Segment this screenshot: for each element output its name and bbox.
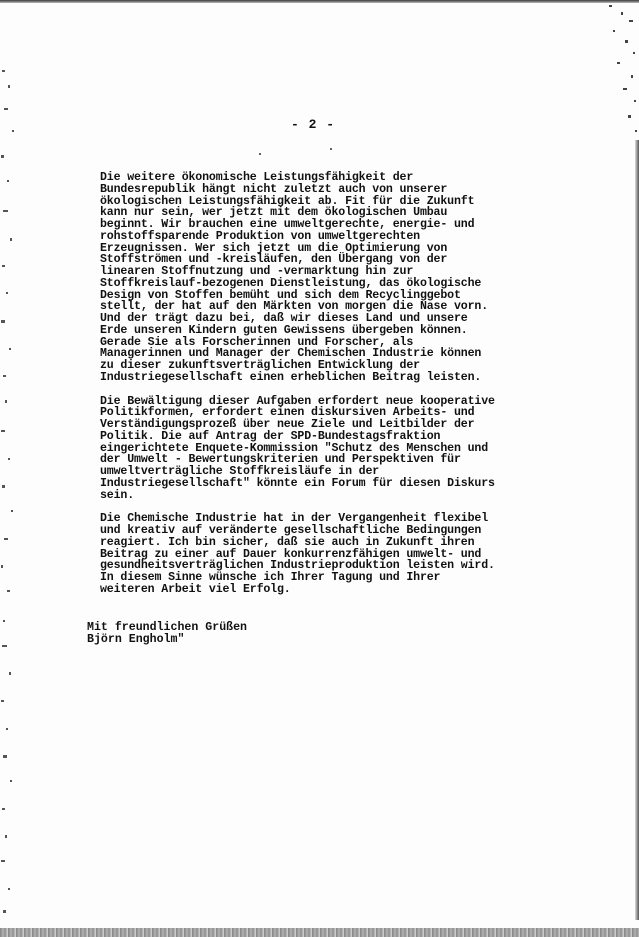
scan-bottom-edge	[0, 928, 639, 937]
scan-right-corner-noise	[603, 0, 639, 150]
scan-left-edge-noise	[0, 60, 26, 920]
letter-closing: Mit freundlichen Grüßen Björn Engholm"	[87, 621, 248, 646]
letter-body	[100, 172, 620, 608]
paragraph-cooperative-politics: Die Bewältigung dieser Aufgaben erfordert neue kooperative Politikformen, erfordert einen diskursiven Arbeits- und Verständigungsprozeß über neue Ziele und Leitbilder der Politik. Die auf Antrag der SPD-Bundestagsfraktion eingerichtete Enquete-Kommission "Schutz des Menschen und der Umwelt - Bewertungskriterien und Perspektiven für umweltverträgliche Stoffkreisläufe in der Industriegesellschaft" könnte ein Forum für diesen Diskurs sein.	[100, 394, 495, 502]
paragraph-chemical-industry: Die Chemische Industrie hat in der Vergangenheit flexibel und kreativ auf veränderte gesellschaftliche Bedingungen reagiert. Ich bin sicher, daß sie auch in Zukunft ihren Beitrag zu einer auf Dauer konkurrenzfähigen umwelt- und gesundheitsverträglichen Industrieproduktion leisten wird. In diesem Sinne wünsche ich Ihrer Tagung und Ihrer weiteren Arbeit viel Erfolg.	[100, 512, 495, 596]
page-number: - 2 -	[291, 117, 336, 132]
scan-top-edge	[0, 0, 639, 3]
scan-speck	[330, 148, 332, 150]
scan-speck	[259, 153, 261, 155]
scan-right-edge	[635, 140, 639, 920]
paragraph-economy-ecology: Die weitere ökonomische Leistungsfähigkeit der Bundesrepublik hängt nicht zuletzt auch von unserer ökologischen Leistungsfähigkeit ab. Fit für die Zukunft kann nur sein, wer jetzt mit dem ökologischen Umbau beginnt. Wir brauchen eine umweltgerechte, energie- und rohstoffsparende Produktion von umweltgerechten Erzeugnissen. Wer sich jetzt um die Optimierung von Stoffströmen und -kreisläufen, den Übergang von der linearen Stoffnutzung und -vermarktung hin zur Stoffkreislauf-bezogenen Dienstleistung, das ökologische Design von Stoffen bemüht und sich dem Recyclinggebot stellt, der hat auf den Märkten von morgen die Nase vorn. Und der trägt dazu bei, daß wir dieses Land und unsere Erde unseren Kindern guten Gewissens übergeben können. Gerade Sie als Forscherinnen und Forscher, als Managerinnen und Manager der Chemischen Industrie können zu dieser zukunftsverträglichen Entwicklung der Industriegesellschaft einen erheblichen Beitrag leisten.	[100, 171, 489, 384]
